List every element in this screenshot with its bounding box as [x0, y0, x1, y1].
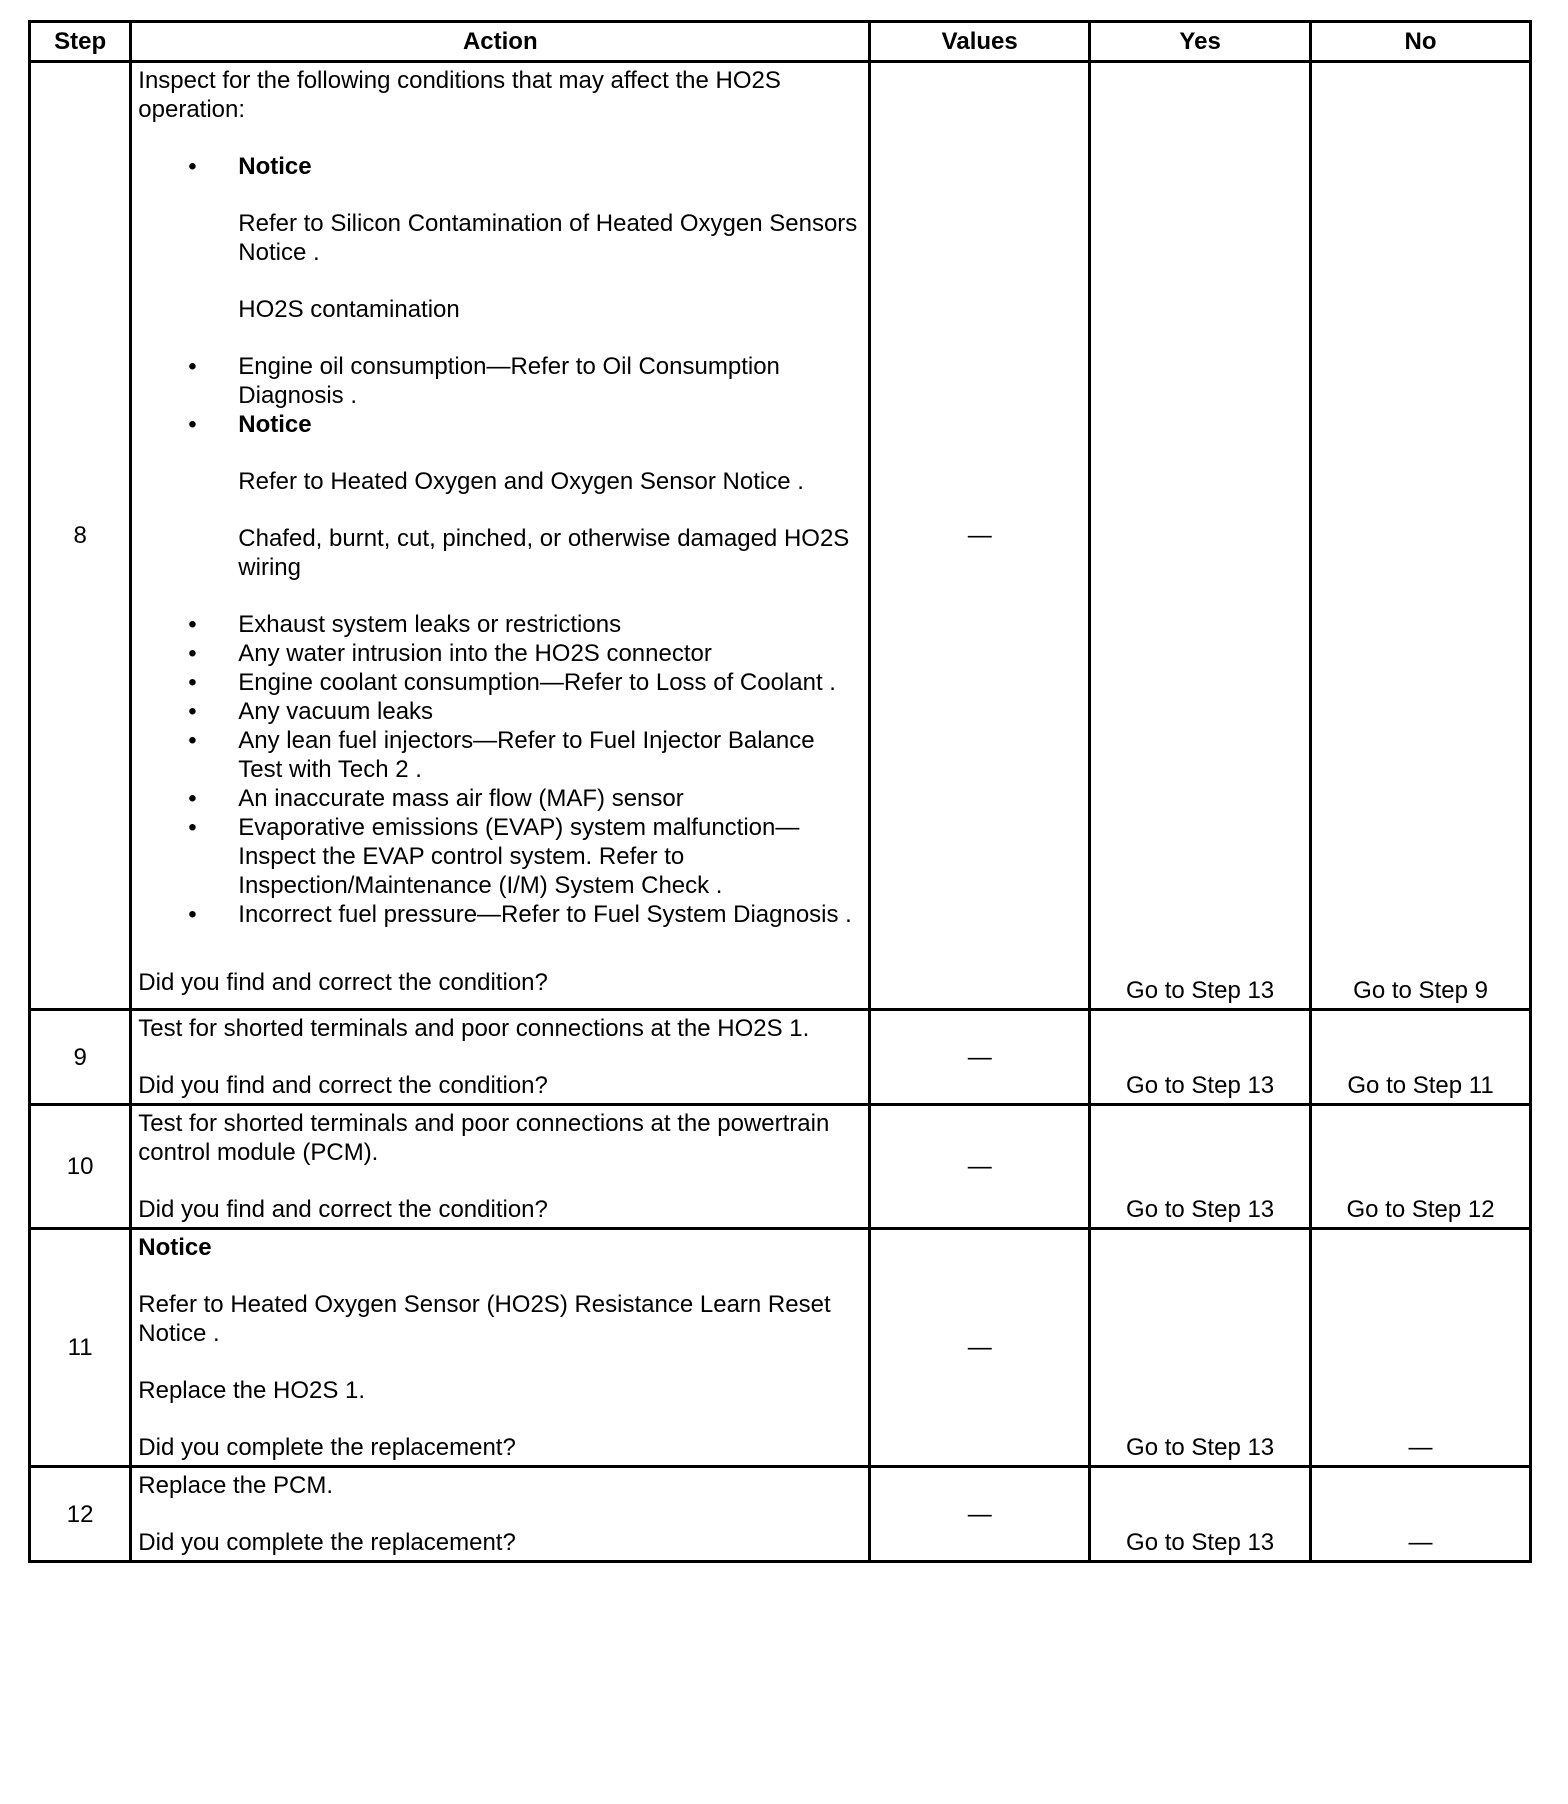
- bullet-icon: •: [188, 901, 197, 928]
- yes-cell: Go to Step 13: [1090, 1467, 1311, 1562]
- list-item: [138, 784, 862, 813]
- step-row-9: [30, 1010, 1531, 1105]
- notice-text: Refer to Silicon Contamination of Heated Oxygen Sensors Notice .: [238, 210, 858, 266]
- step-row-8: [30, 62, 1531, 1010]
- header-action: Action: [131, 22, 870, 62]
- bullet-icon: •: [188, 669, 197, 696]
- diagnostic-table: [28, 20, 1532, 1563]
- action-question: Did you find and correct the condition?: [138, 1072, 548, 1099]
- list-item: [138, 352, 862, 410]
- bullet-icon: •: [188, 698, 197, 725]
- no-cell: Go to Step 12: [1311, 1105, 1531, 1229]
- no-cell: Go to Step 11: [1311, 1010, 1531, 1105]
- step-row-10: [30, 1105, 1531, 1229]
- notice-title: Notice: [138, 1234, 212, 1261]
- list-item: [138, 726, 862, 784]
- action-question: Did you find and correct the condition?: [138, 969, 548, 996]
- action-text: Test for shorted terminals and poor connections at the powertrain control module (PCM).: [138, 1110, 830, 1166]
- action-cell: [131, 1105, 870, 1229]
- action-question: Did you complete the replacement?: [138, 1434, 516, 1461]
- action-text: Test for shorted terminals and poor connections at the HO2S 1.: [138, 1015, 810, 1042]
- values-cell: —: [870, 1105, 1090, 1229]
- condition-text: Exhaust system leaks or restrictions: [238, 611, 622, 638]
- bullet-icon: •: [188, 785, 197, 812]
- no-cell: Go to Step 9: [1311, 62, 1531, 1010]
- condition-text: Incorrect fuel pressure—Refer to Fuel System Diagnosis .: [238, 901, 852, 928]
- notice-text: Refer to Heated Oxygen and Oxygen Sensor Notice .: [238, 468, 804, 495]
- notice-title: Notice: [238, 153, 312, 180]
- list-item: [138, 813, 862, 900]
- no-cell: —: [1311, 1229, 1531, 1467]
- values-cell: —: [870, 1229, 1090, 1467]
- notice-item: HO2S contamination: [238, 296, 460, 323]
- bullet-icon: •: [188, 727, 197, 754]
- yes-cell: Go to Step 13: [1090, 1229, 1311, 1467]
- list-item: [138, 610, 862, 639]
- header-row: [30, 22, 1531, 62]
- condition-text: Engine coolant consumption—Refer to Loss of Coolant .: [238, 669, 836, 696]
- step-number: 8: [30, 62, 131, 1010]
- condition-text: Any water intrusion into the HO2S connector: [238, 640, 712, 667]
- action-intro: Inspect for the following conditions that may affect the HO2S operation:: [138, 67, 781, 123]
- header-yes: Yes: [1090, 22, 1311, 62]
- step-row-12: [30, 1467, 1531, 1562]
- values-cell: —: [870, 1467, 1090, 1562]
- step-number: 9: [30, 1010, 131, 1105]
- list-item: [138, 639, 862, 668]
- notice-title: Notice: [238, 411, 312, 438]
- step-number: 11: [30, 1229, 131, 1467]
- bullet-icon: •: [188, 353, 197, 380]
- condition-text: Any lean fuel injectors—Refer to Fuel Injector Balance Test with Tech 2 .: [238, 727, 815, 783]
- no-cell: —: [1311, 1467, 1531, 1562]
- header-step: Step: [30, 22, 131, 62]
- bullet-icon: •: [188, 411, 197, 438]
- action-cell: [131, 1010, 870, 1105]
- step-number: 10: [30, 1105, 131, 1229]
- action-cell: [131, 62, 870, 1010]
- header-values: Values: [870, 22, 1090, 62]
- condition-text: Any vacuum leaks: [238, 698, 434, 725]
- notice-item: Chafed, burnt, cut, pinched, or otherwise damaged HO2S wiring: [238, 525, 850, 581]
- values-cell: —: [870, 1010, 1090, 1105]
- action-question: Did you complete the replacement?: [138, 1529, 516, 1556]
- yes-cell: Go to Step 13: [1090, 62, 1311, 1010]
- condition-text: An inaccurate mass air flow (MAF) sensor: [238, 785, 684, 812]
- action-cell: [131, 1467, 870, 1562]
- conditions-list: [138, 152, 862, 929]
- yes-cell: Go to Step 13: [1090, 1010, 1311, 1105]
- condition-text: Engine oil consumption—Refer to Oil Consumption Diagnosis .: [238, 353, 780, 409]
- action-cell: [131, 1229, 870, 1467]
- bullet-icon: •: [188, 153, 197, 180]
- list-item: [138, 668, 862, 697]
- action-text: Replace the PCM.: [138, 1472, 334, 1499]
- list-item: [138, 410, 862, 610]
- action-question: Did you find and correct the condition?: [138, 1196, 548, 1223]
- condition-text: Evaporative emissions (EVAP) system malfunction—Inspect the EVAP control system. Refer to Inspection/Maintenance (I/M) System Check .: [238, 814, 800, 899]
- list-item: [138, 697, 862, 726]
- yes-cell: Go to Step 13: [1090, 1105, 1311, 1229]
- step-number: 12: [30, 1467, 131, 1562]
- list-item: [138, 900, 862, 929]
- step-row-11: [30, 1229, 1531, 1467]
- bullet-icon: •: [188, 611, 197, 638]
- list-item: [138, 152, 862, 352]
- bullet-icon: •: [188, 640, 197, 667]
- header-no: No: [1311, 22, 1531, 62]
- values-cell: —: [870, 62, 1090, 1010]
- bullet-icon: •: [188, 814, 197, 841]
- notice-text: Refer to Heated Oxygen Sensor (HO2S) Resistance Learn Reset Notice .: [138, 1291, 831, 1347]
- action-text: Replace the HO2S 1.: [138, 1377, 366, 1404]
